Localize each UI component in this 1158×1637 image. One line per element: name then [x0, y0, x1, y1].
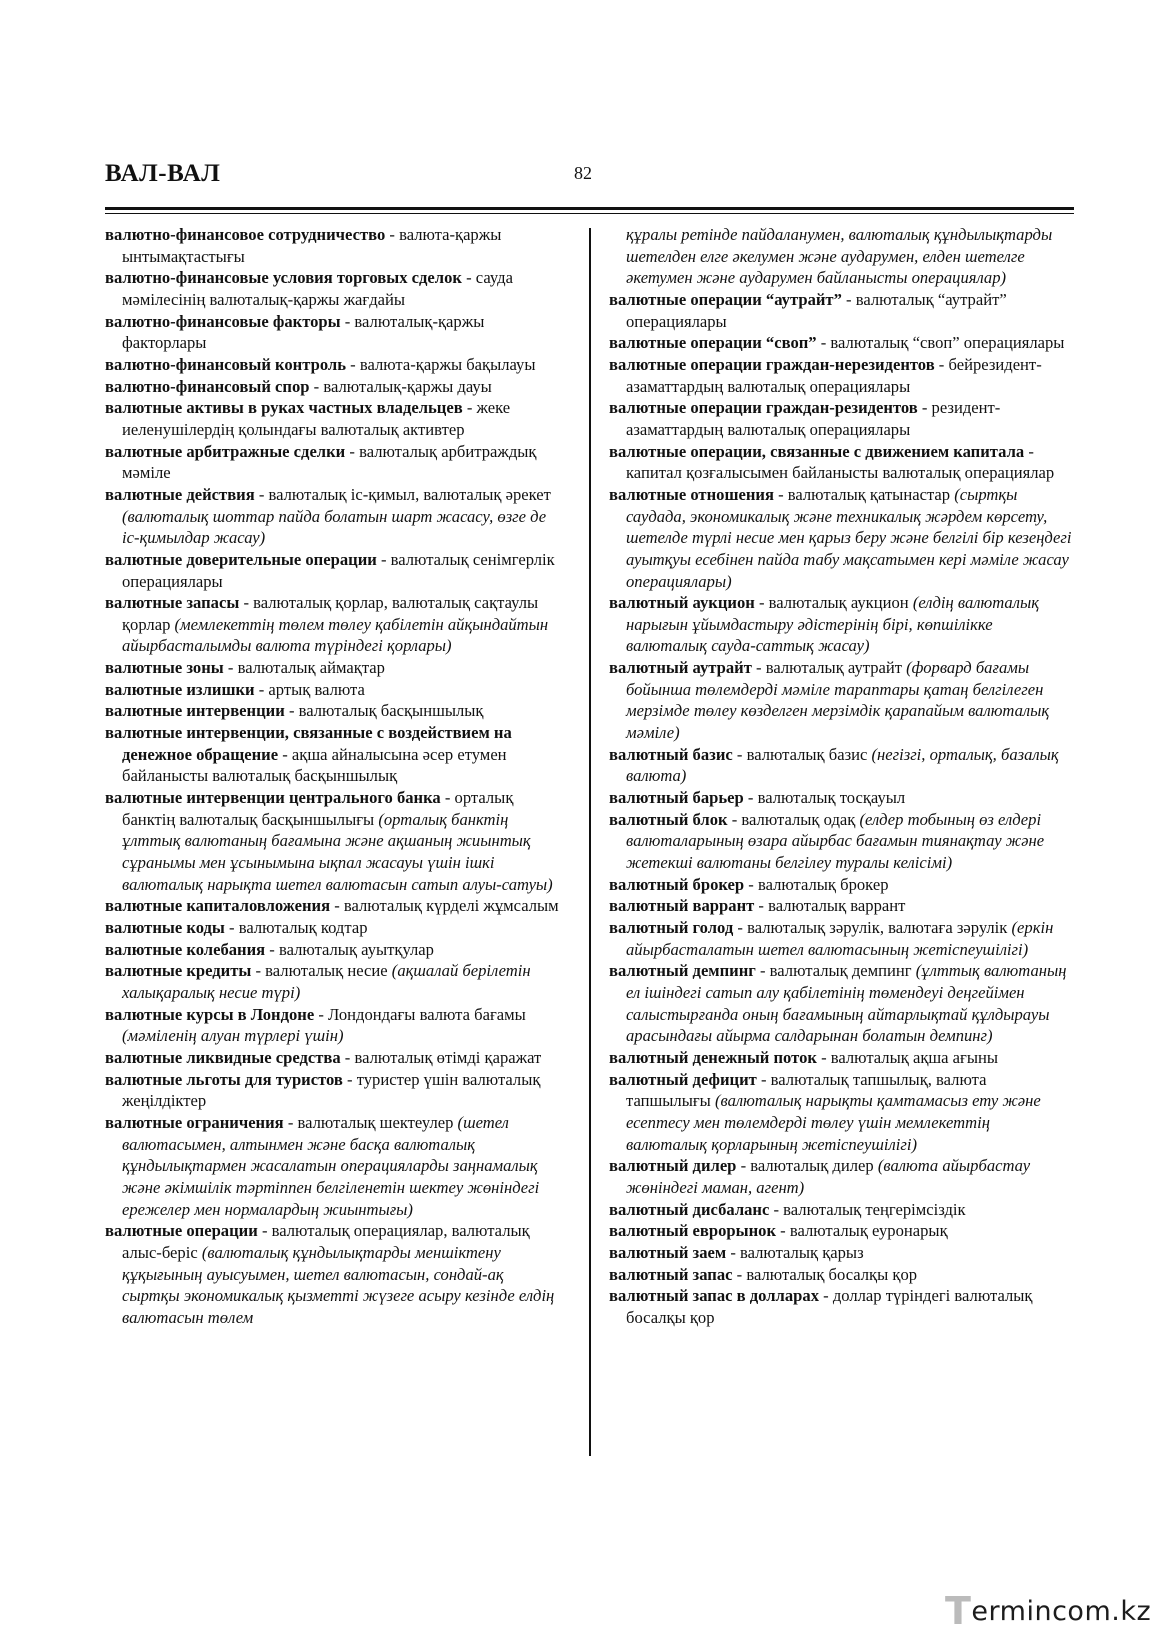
entry-translation: - валюталық аукцион [754, 593, 913, 613]
entry-explanation: (шетел валютасымен, алтынмен және басқа валюталық құндылықтармен жасалатын операцияларды заңнамалық және әкімшілік тәртіппен белгіленетін шектеу жөніндегі ережелер мен нормалардың жиынтығы) [122, 1112, 540, 1219]
entry-translation: - валюталық брокер [744, 874, 889, 894]
entry-translation: - валюталық тапшылық, валюта тапшылығы [626, 1069, 987, 1111]
entry-translation: - артық валюта [254, 679, 365, 699]
dictionary-entry [609, 657, 1075, 744]
entry-translation: - валюталық сенімгерлік операциялары [122, 549, 555, 591]
entry-term: валютно-финансовые условия торговых сделок [105, 268, 462, 288]
entry-term: валютные действия [105, 484, 255, 504]
dictionary-entry [609, 484, 1075, 592]
entry-explanation: (мемлекеттің төлем төлеу қабілетін айқындайтын айырбасталымды валюта түріндегі қорлары) [122, 614, 549, 656]
entry-translation: - валюталық-қаржы дауы [309, 376, 492, 396]
entry-term: валютный брокер [609, 874, 745, 894]
dictionary-entry [609, 1047, 1075, 1069]
entry-term: валютные операции “своп” [609, 333, 817, 353]
entry-term: валютный еврорынок [609, 1221, 777, 1241]
entry-translation: - валюталық шектеулер [283, 1112, 458, 1132]
entry-translation: - валюталық босалқы қор [732, 1264, 918, 1284]
entry-term: валютные активы в руках частных владельцев [105, 398, 463, 418]
entry-translation: - валюталық еуронарық [776, 1221, 948, 1241]
entry-term: валютно-финансовое сотрудничество [105, 225, 386, 244]
dictionary-entry [609, 895, 1075, 917]
entry-term: валютный голод [609, 918, 734, 937]
entry-term: валютный аукцион [609, 593, 755, 613]
entry-term: валютные колебания [105, 939, 266, 959]
entry-translation: - валюталық арбитраждық мәміле [122, 441, 537, 483]
dictionary-entry [105, 1069, 565, 1112]
left-column [105, 224, 565, 1328]
entry-translation: - резидент-азаматтардың валюталық операциялары [626, 398, 1001, 439]
page-header-title: ВАЛ-ВАЛ [105, 160, 221, 187]
entry-term: валютные интервенции, связанные с воздействием на денежное обращение [105, 723, 512, 764]
dictionary-entry [105, 376, 565, 398]
dictionary-entry [105, 895, 565, 917]
dictionary-entry [609, 441, 1075, 484]
entry-translation: - валюталық аутрайт [751, 658, 907, 678]
entry-translation: - валюталық операциялар, валюталық алыс-беріс [122, 1221, 530, 1262]
entry-translation: - валюталық қарыз [726, 1242, 864, 1262]
dictionary-entry [105, 592, 565, 657]
dictionary-entry [105, 722, 565, 787]
entry-term: валютный заем [609, 1242, 727, 1262]
right-column [609, 224, 1075, 1328]
entry-explanation: (негізгі, орталық, базалық валюта) [626, 744, 1059, 786]
dictionary-entry [609, 874, 1075, 896]
dictionary-entry [105, 549, 565, 592]
dictionary-entry [105, 679, 565, 701]
entry-explanation: (ақшалай берілетін халықаралық несие түрі) [122, 961, 531, 1002]
entry-translation: - валюталық кодтар [224, 918, 368, 937]
entry-translation: - валюталық несие [251, 961, 392, 981]
entry-translation: - сауда мәмілесінің валюталық-қаржы жағдайы [122, 268, 513, 309]
entry-explanation: (еркін айырбасталатын шетел валютасының жетіспеушілігі) [626, 918, 1054, 959]
entry-translation: - валюта-қаржы ынтымақтастығы [122, 225, 502, 266]
entry-translation: - валюталық варрант [754, 896, 906, 916]
entry-translation: - валюталық басқыншылық [284, 701, 484, 721]
dictionary-entry [609, 354, 1075, 397]
entry-term: валютные доверительные операции [105, 549, 377, 569]
dictionary-entry [609, 787, 1075, 809]
entry-term: валютные интервенции [105, 701, 285, 721]
entry-term: валютный базис [609, 744, 733, 764]
dictionary-entry [609, 960, 1075, 1047]
entry-translation: - валюта-қаржы бақылауы [346, 354, 536, 374]
dictionary-entry [609, 332, 1075, 354]
dictionary-entry [609, 1242, 1075, 1264]
entry-translation: - валюталық зәрулік, валютаға зәрулік [733, 918, 1012, 937]
entry-explanation: (валюталық құндылықтарды меншіктену құқығының ауысуымен, шетел валютасын, сондай-ақ сыртқы экономикалық қызметті жүзеге асыру кезінде елдің валютасын төлем [122, 1242, 555, 1327]
entry-translation: - валюталық дилер [736, 1156, 878, 1176]
entry-term: валютные операции, связанные с движением капитала [609, 441, 1025, 461]
entry-translation: - валюталық “аутрайт” операциялары [626, 289, 1007, 331]
dictionary-entry [609, 397, 1075, 440]
entry-term: валютно-финансовый спор [105, 376, 310, 396]
dictionary-entry [609, 1069, 1075, 1156]
dictionary-entry [105, 700, 565, 722]
entry-translation: - туристер үшін валюталық жеңілдіктер [122, 1069, 541, 1111]
entry-term: валютный варрант [609, 896, 755, 916]
entry-term: валютные льготы для туристов [105, 1069, 343, 1089]
entry-translation: - валюталық іс-қимыл, валюталық әрекет [254, 484, 551, 504]
dictionary-entry [609, 1285, 1075, 1328]
header-rule-thick [105, 207, 1074, 210]
watermark-logo-letter: T [945, 1589, 972, 1633]
column-divider [589, 228, 591, 1456]
dictionary-entry [105, 267, 565, 310]
entry-explanation: (форвард бағамы бойынша төлемдерді мәміле тараптары қатаң белгілеген мерзімде төлеу көзделген мерзімдік қарапайым валюталық мәміле) [626, 658, 1050, 743]
dictionary-entry [609, 917, 1075, 960]
entry-term: валютные ограничения [105, 1112, 284, 1132]
dictionary-entry [609, 224, 1075, 289]
entry-translation: - валюталық ақша ағыны [816, 1047, 999, 1067]
entry-explanation: (валюталық нарықты қамтамасыз ету және есептесу мен төлемдерді төлеу үшін мемлекеттің валюталық қорларының жетіспеушілігі) [626, 1091, 1041, 1154]
entry-term: валютно-финансовые факторы [105, 311, 341, 331]
entry-explanation: құралы ретінде пайдаланумен, валюталық құндылықтарды шетелден елге әкелумен және аударумен, елден шетелге әкетумен және аударумен байланысты операциялар) [626, 225, 1053, 288]
entry-term: валютные коды [105, 918, 225, 937]
entry-term: валютные операции [105, 1221, 258, 1241]
page-number: 82 [574, 163, 592, 183]
entry-term: валютные кредиты [105, 961, 252, 981]
dictionary-entry [105, 311, 565, 354]
entry-explanation: (орталық банктің ұлттық валютаның бағамына және ақшаның жиынтық сұранымы мен ұсынымына ықпал жасауы үшін ішкі валюталық нарықта шетел валютасын сатып алуы-сатуы) [122, 809, 553, 894]
entry-translation: - валюталық аймақтар [223, 658, 385, 678]
entry-translation: - ақша айналысына әсер етумен байланысты валюталық басқыншылық [122, 744, 507, 786]
entry-term: валютный дефицит [609, 1069, 757, 1089]
entry-explanation: (мәміленің алуан түрлері үшін) [122, 1026, 344, 1046]
entry-translation: - валюталық-қаржы факторлары [122, 311, 485, 353]
entry-term: валютные курсы в Лондоне [105, 1004, 315, 1024]
entry-translation: - валюталық базис [732, 744, 872, 764]
entry-explanation: (елдер тобының өз елдері валюталарының өзара айырбас бағамын тиянақтау және жетекші валютаны белгілеу туралы келісімі) [626, 809, 1045, 873]
entry-term: валютно-финансовый контроль [105, 354, 346, 374]
entry-translation: - орталық банктің валюталық басқыншылығы [122, 788, 514, 829]
entry-term: валютный дисбаланс [609, 1199, 770, 1219]
dictionary-entry [609, 592, 1075, 657]
entry-term: валютные капиталовложения [105, 896, 331, 916]
dictionary-entry [105, 1004, 565, 1047]
entry-term: валютный дилер [609, 1156, 737, 1176]
entry-translation: - валюталық тосқауыл [743, 788, 906, 808]
dictionary-entry [609, 289, 1075, 332]
dictionary-entry [609, 744, 1075, 787]
entry-term: валютный запас [609, 1264, 733, 1284]
entry-translation: - жеке иеленушілердің қолындағы валюталық активтер [122, 398, 511, 439]
entry-term: валютные ликвидные средства [105, 1047, 341, 1067]
entry-explanation: (валюталық шоттар пайда болатын шарт жасасу, өзге де іс-қимылдар жасау) [122, 506, 547, 548]
entry-translation: - валюталық күрделі жұмсалым [330, 896, 559, 916]
entry-term: валютный запас в долларах [609, 1286, 819, 1306]
entry-term: валютные операции граждан-резидентов [609, 398, 918, 418]
entry-term: валютный демпинг [609, 961, 756, 981]
dictionary-entry [105, 397, 565, 440]
dictionary-entry [105, 224, 565, 267]
dictionary-entry [105, 1047, 565, 1069]
entry-term: валютные отношения [609, 484, 774, 504]
entry-translation: - валюталық ауытқулар [265, 939, 434, 959]
dictionary-entry [105, 354, 565, 376]
entry-translation: - валюталық демпинг [755, 961, 916, 981]
entry-translation: - доллар түріндегі валюталық босалқы қор [626, 1286, 1033, 1327]
entry-explanation: (сыртқы саудада, экономикалық және техникалық жәрдем көрсету, шетелде түрлі несие мен қарыз беру және белгілі бір кезеңдегі ауытқуы есебінен пайда табу мақсатымен кері мәміле жасау операциялары) [626, 484, 1072, 591]
entry-term: валютные арбитражные сделки [105, 441, 346, 461]
dictionary-entry [609, 1264, 1075, 1286]
dictionary-entry [609, 1220, 1075, 1242]
watermark-text: ermincom.kz [971, 1596, 1152, 1627]
entry-translation: - валюталық теңгерімсіздік [769, 1199, 966, 1219]
entry-term: валютные интервенции центрального банка [105, 788, 441, 808]
termincom-watermark [945, 1585, 1152, 1633]
dictionary-entry [609, 809, 1075, 874]
entry-term: валютные запасы [105, 593, 240, 613]
dictionary-entry [105, 787, 565, 895]
header-rule-thin [105, 213, 1074, 214]
dictionary-entry [105, 1220, 565, 1328]
entry-term: валютные зоны [105, 658, 224, 678]
dictionary-entry [609, 1199, 1075, 1221]
entry-explanation: (елдің валюталық нарығын ұйымдастыру әдістерінің бірі, көпшілікке валюталық сауда-саттық жасау) [626, 593, 1039, 656]
entry-term: валютные операции “аутрайт” [609, 289, 842, 309]
entry-translation: - валюталық қорлар, валюталық сақтаулы қорлар [122, 593, 539, 634]
dictionary-entry [105, 441, 565, 484]
entry-term: валютный денежный поток [609, 1047, 817, 1067]
entry-translation: - бейрезидент-азаматтардың валюталық операциялары [626, 354, 1042, 396]
dictionary-entry [105, 939, 565, 961]
entry-translation: - Лондондағы валюта бағамы [314, 1004, 526, 1024]
entry-translation: - капитал қозғалысымен байланысты валюталық операциялар [626, 441, 1055, 483]
entry-translation: - валюталық өтімді қаражат [340, 1047, 542, 1067]
entry-explanation: (ұлттық валютаның ел ішіндегі сатып алу қабілетінің төмендеуі деңгейімен салыстырғанда оның бағамының айтарлықтай құлдырауы арасындағы айырма салдарынан болатын демпинг) [626, 961, 1067, 1046]
dictionary-entry [105, 960, 565, 1003]
entry-translation: - валюталық одақ [727, 809, 860, 829]
dictionary-entry [609, 1155, 1075, 1198]
dictionary-entry [105, 484, 565, 549]
entry-term: валютные излишки [105, 679, 255, 699]
dictionary-entry [105, 657, 565, 679]
entry-term: валютные операции граждан-нерезидентов [609, 354, 935, 374]
entry-term: валютный блок [609, 809, 728, 829]
dictionary-entry [105, 1112, 565, 1220]
dictionary-entry [105, 917, 565, 939]
entry-term: валютный аутрайт [609, 658, 752, 678]
entry-translation: - валюталық “своп” операциялары [816, 333, 1065, 353]
entry-translation: - валюталық қатынастар [773, 484, 955, 504]
entry-explanation: (валюта айырбастау жөніндегі маман, агент) [626, 1156, 1031, 1197]
entry-term: валютный барьер [609, 788, 744, 808]
